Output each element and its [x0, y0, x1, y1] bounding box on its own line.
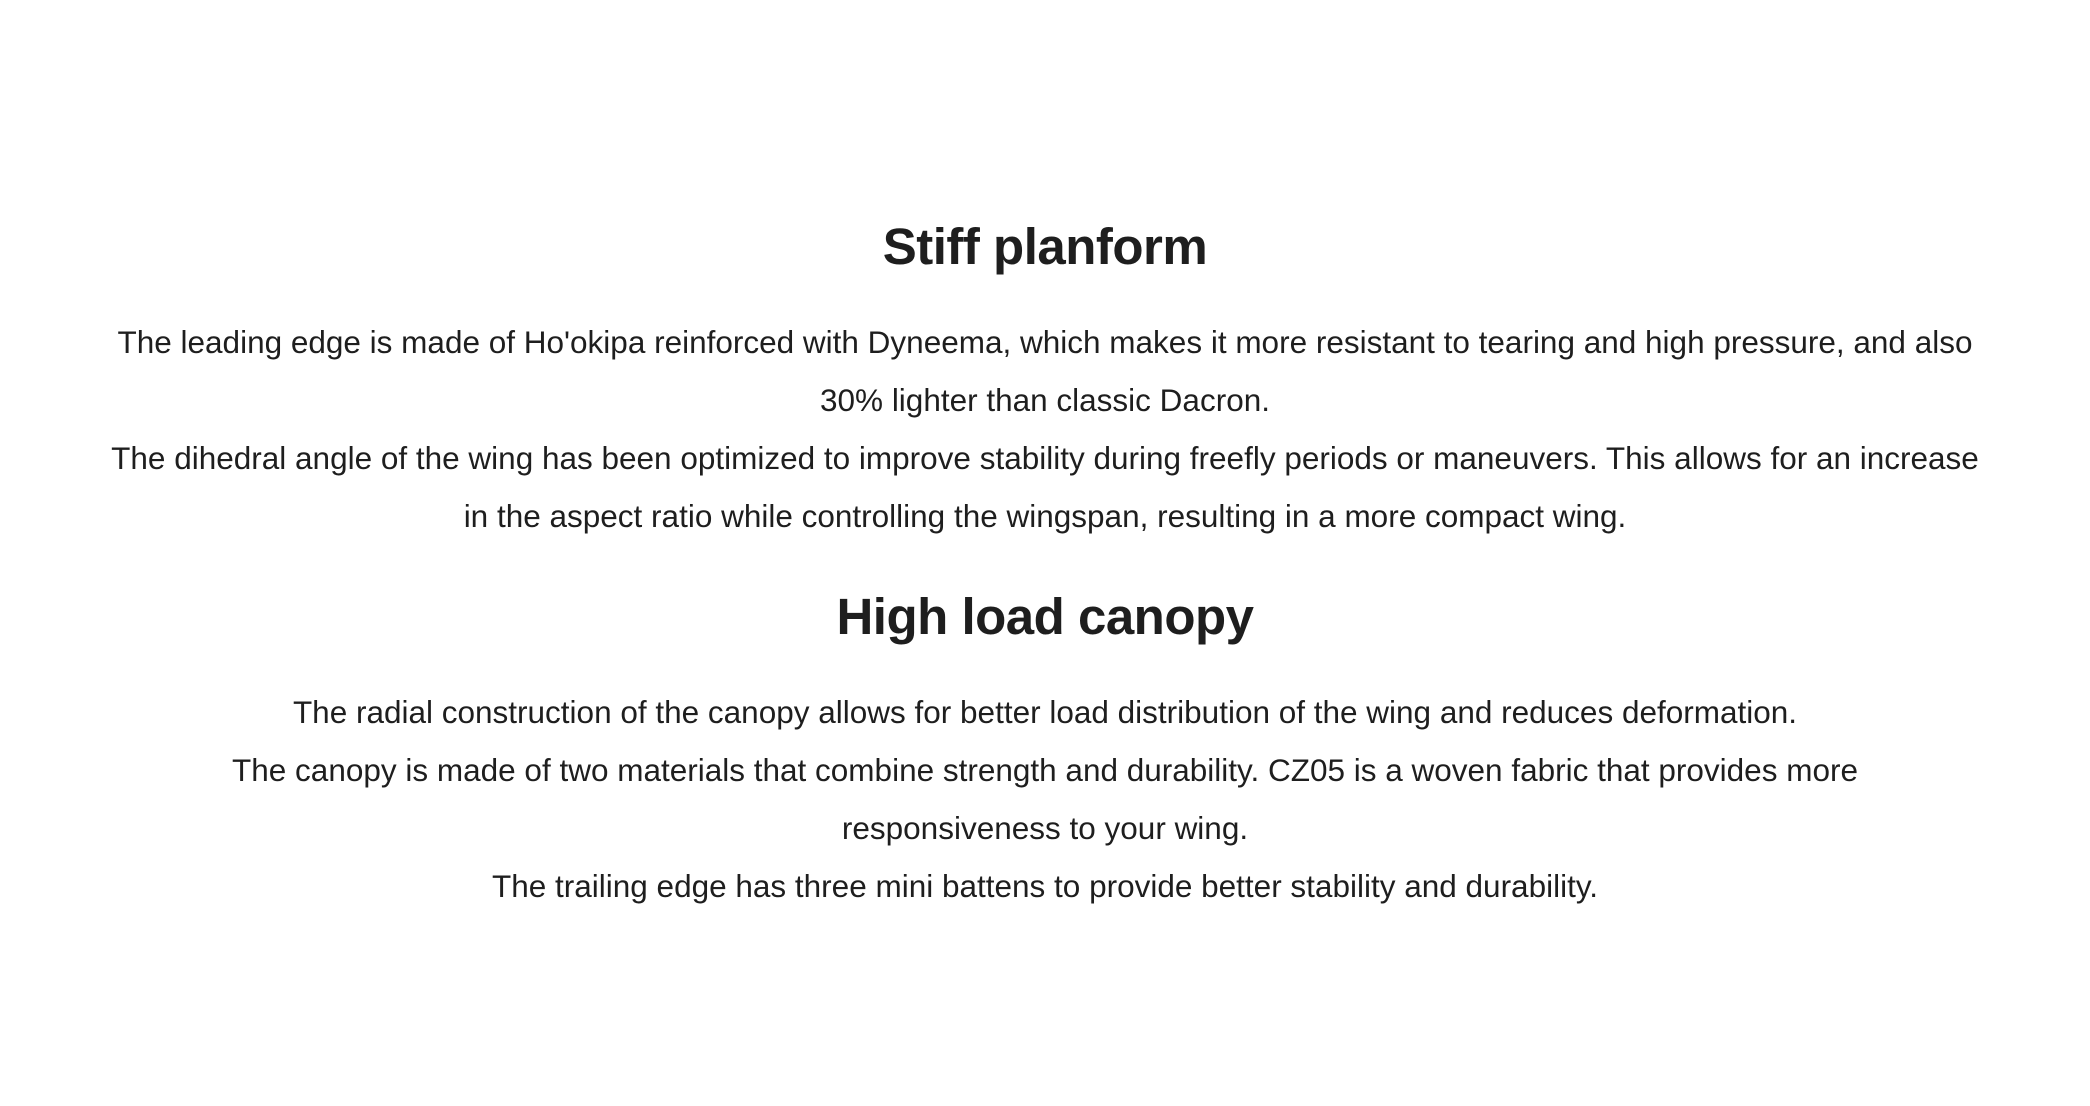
paragraph: The dihedral angle of the wing has been optimized to improve stability during freefly periods or maneuvers. This allows for an increase in the aspect ratio while controlling the wingspan, resulting in a more compact wing. [111, 440, 1979, 534]
section-title: High load canopy [836, 588, 1254, 645]
section-high-load-canopy [0, 575, 2090, 915]
section-description [95, 313, 1995, 545]
paragraph: The canopy is made of two materials that combine strength and durability. CZ05 is a woven fabric that provides more responsiveness to your wing. [232, 752, 1858, 846]
section-title: Stiff planform [882, 218, 1208, 275]
section-description [135, 683, 1955, 915]
section-stiff-planform [0, 205, 2090, 545]
paragraph: The trailing edge has three mini battens to provide better stability and durability. [491, 868, 1599, 904]
feature-content [0, 205, 2090, 915]
paragraph: The leading edge is made of Ho'okipa reinforced with Dyneema, which makes it more resistant to tearing and high pressure, and also 30% lighter than classic Dacron. [117, 324, 1973, 418]
paragraph: The radial construction of the canopy allows for better load distribution of the wing and reduces deformation. [292, 694, 1798, 730]
